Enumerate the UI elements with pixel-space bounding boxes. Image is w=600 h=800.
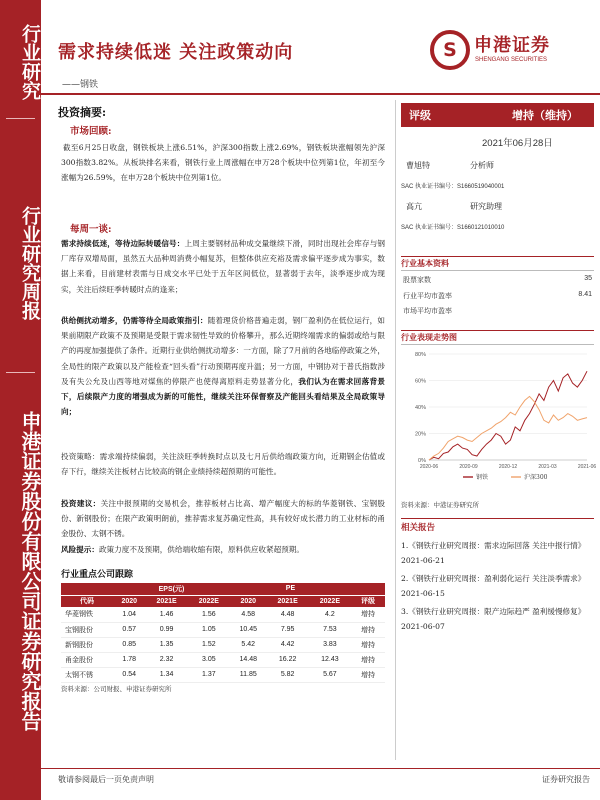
table-cell: 1.34 xyxy=(145,667,187,682)
table-cell: 3.83 xyxy=(309,637,351,652)
risk-lead: 风险提示： xyxy=(61,545,99,554)
table-group-header xyxy=(61,583,385,595)
table-cell: 0.99 xyxy=(145,622,187,637)
analyst-cert: SAC 执业证书编号：S1660121010010 xyxy=(401,225,505,231)
info-rule xyxy=(401,270,594,271)
market-paragraph: 截至6月25日收盘，钢铁板块上涨6.51%，沪深300指数上涨2.69%，钢铁板块涨幅领先沪深300指数3.82%。从板块排名来看，钢铁行业上周涨幅在申万28个板块中位列第1位，年初至今涨幅为26.59%，在申万28个板块中位列第1位。 xyxy=(61,143,385,183)
table-cell: 0.85 xyxy=(113,637,145,652)
table-cell: 0.54 xyxy=(113,667,145,682)
col-eps-2022e: 2022E xyxy=(188,595,230,607)
company-logo xyxy=(430,26,592,72)
trend-heading: 行业表现走势图 xyxy=(401,332,457,342)
paragraph-strategy: 投资策略：需求端持续偏弱，关注淡旺季转换时点以及七月后供给端政策方向，近期钢企估值或存下行，继续关注板材占比较高的钢企业绩持续超预期的可能性。 xyxy=(61,452,385,477)
table-header-blank xyxy=(351,583,385,595)
industry-trend-chart xyxy=(401,346,597,486)
paragraph-supply-text: 随着理货价格普遍走弱，钢厂盈利仍在低位运行，如果前期限产政策不及预期是受限于需求韧性导致的价格攀升，那么近期终端需求的偏弱或给与限产的再度加强提供了条件。近期行业供给侧扰动增多：一方面，除了7月前的各地临停政策之外，全局性的限产政策以及产能检查“回头看”行动预期再度升温；另一方面，中钢协对于普氏指数涉及有失公允及山西等地对煤焦的停限产也使得离原料走势显著分化， xyxy=(61,316,385,386)
table-group-eps: EPS(元) xyxy=(113,583,230,595)
table-cell: 3.05 xyxy=(188,652,230,667)
chart-y-tick-label: 80% xyxy=(414,352,426,358)
chart-y-tick-label: 0% xyxy=(418,458,426,464)
paragraph-supply-lead: 供给侧扰动增多，仍需等待全局政策指引： xyxy=(61,316,208,325)
info-label: 行业平均市盈率 xyxy=(403,292,452,300)
table-cell-company: 甬金股份 xyxy=(61,652,113,667)
analyst-name: 高亢 xyxy=(406,202,422,211)
table-cell: 增持 xyxy=(351,652,385,667)
col-pe-2021e: 2021E xyxy=(267,595,309,607)
sidebar-divider xyxy=(6,118,35,119)
summary-heading: 投资摘要: xyxy=(58,106,107,119)
table-header-row xyxy=(61,595,385,607)
risk-text: 政策力度不及预期，供给端收缩有限，原料供应收紧超预期。 xyxy=(98,545,304,554)
weekly-heading: 每周一谈: xyxy=(70,224,112,235)
table-cell: 4.2 xyxy=(309,607,351,622)
table-cell: 4.48 xyxy=(267,607,309,622)
table-row xyxy=(61,637,385,652)
table-cell: 5.67 xyxy=(309,667,351,682)
table-cell-company: 太钢不锈 xyxy=(61,667,113,682)
analyst-cert: SAC 执业证书编号：S1660519040001 xyxy=(401,184,505,190)
logo-mark-icon: S xyxy=(430,30,470,70)
table-cell: 增持 xyxy=(351,667,385,682)
footer-label: 证券研究报告 xyxy=(542,775,590,784)
table-cell: 10.45 xyxy=(230,622,267,637)
report-subtitle: ——钢铁 xyxy=(62,80,99,90)
table-cell: 1.56 xyxy=(188,607,230,622)
paragraph-demand xyxy=(61,236,385,297)
table-cell: 14.48 xyxy=(230,652,267,667)
col-eps-2020: 2020 xyxy=(113,595,145,607)
table-cell: 4.58 xyxy=(230,607,267,622)
chart-x-tick-label: 2020-12 xyxy=(498,464,518,470)
chart-x-tick-label: 2020-09 xyxy=(459,464,478,470)
info-label: 市场平均市盈率 xyxy=(403,307,452,315)
analyst-role: 分析师 xyxy=(470,161,494,170)
basic-info-heading: 行业基本资料 xyxy=(401,258,449,268)
related-report-item[interactable]: 1.《钢铁行业研究周报：需求边际回落 关注中报行情》2021-06-21 xyxy=(401,541,586,565)
related-report-item[interactable]: 3.《钢铁行业研究周报：限产边际趋严 盈利缓慢修复》2021-06-07 xyxy=(401,607,586,631)
paragraph-demand-lead: 需求持续低迷，等待边际转暖信号： xyxy=(61,239,185,248)
left-sidebar xyxy=(0,0,41,800)
table-cell: 7.53 xyxy=(309,622,351,637)
rating-bar xyxy=(401,103,594,127)
logo-english: SHENGANG SECURITIES xyxy=(475,57,548,63)
table-cell: 1.46 xyxy=(145,607,187,622)
table-cell: 2.32 xyxy=(145,652,187,667)
table-row xyxy=(61,652,385,667)
chart-series-line-2 xyxy=(429,396,587,460)
table-cell: 1.05 xyxy=(188,622,230,637)
sidebar-top-label: 行业研究 xyxy=(19,23,41,100)
col-eps-2021e: 2021E xyxy=(145,595,187,607)
table-cell-company: 华菱钢铁 xyxy=(61,607,113,622)
report-title: 需求持续低迷 关注政策动向 xyxy=(58,42,294,63)
footer-disclaimer: 敬请参阅最后一页免责声明 xyxy=(58,775,154,784)
trend-rule xyxy=(401,344,594,345)
paragraph-supply-highlight: 我们认为在需求回落背景下，后续限产力度的增强成为新的可能性，继续关注环保督察及产能回头看结果及全局政策导向； xyxy=(61,376,386,417)
table-cell: 4.42 xyxy=(267,637,309,652)
company-table xyxy=(61,583,385,683)
info-value: 8.41 xyxy=(578,291,592,298)
logo-text: 申港证券 xyxy=(474,35,550,56)
trend-top-rule xyxy=(401,330,594,331)
info-label: 股票家数 xyxy=(403,276,431,284)
table-row xyxy=(61,622,385,637)
related-report-item[interactable]: 2.《钢铁行业研究周报：盈利弱化运行 关注淡季需求》2021-06-15 xyxy=(401,574,586,598)
table-cell: 增持 xyxy=(351,622,385,637)
table-cell: 1.52 xyxy=(188,637,230,652)
table-cell: 增持 xyxy=(351,637,385,652)
trend-source: 资料来源：中港证券研究所 xyxy=(401,501,479,509)
table-source: 资料来源：公司财报、申港证券研究所 xyxy=(61,685,172,693)
table-group-pe: PE xyxy=(230,583,351,595)
sidebar-bottom-label: 申港证券股份有限公司证券研究报告 xyxy=(18,411,42,731)
table-row xyxy=(61,607,385,622)
chart-x-tick-label: 2021-03 xyxy=(538,464,557,470)
paragraph-supply xyxy=(61,313,385,419)
info-top-rule xyxy=(401,256,594,257)
footer-rule xyxy=(41,768,600,769)
advice-lead: 投资建议： xyxy=(61,499,101,508)
col-pe-2020: 2020 xyxy=(230,595,267,607)
rating-label: 评级 xyxy=(409,109,431,122)
sidebar-middle-label: 行业研究周报 xyxy=(19,206,41,320)
chart-x-tick-label: 2020-06 xyxy=(419,464,439,470)
table-cell-company: 新钢股份 xyxy=(61,637,113,652)
table-row xyxy=(61,667,385,682)
chart-y-tick-label: 40% xyxy=(414,405,426,411)
table-cell: 7.95 xyxy=(267,622,309,637)
table-cell: 增持 xyxy=(351,607,385,622)
col-rating: 评级 xyxy=(351,595,385,607)
paragraph-demand-text: 上周主要钢材品种成交量继续下滑，同时出现社会库存与钢厂库存双增局面，虽然五大品种周消费小幅复苏，但整体供应充裕及需求偏平逐步成为事实，数据上来看，目前建材表需与日成交水平已处于五年区间低位，显著弱于去年，淡季逐步成为现实，关注后续旺季转暖时点的逢来； xyxy=(61,239,386,294)
analyst-name: 曹旭特 xyxy=(406,161,430,170)
table-cell: 16.22 xyxy=(267,652,309,667)
chart-legend-label: 沪深300 xyxy=(524,474,548,481)
column-divider xyxy=(395,100,396,760)
table-cell: 1.37 xyxy=(188,667,230,682)
paragraph-risk xyxy=(61,542,385,557)
table-cell: 1.35 xyxy=(145,637,187,652)
table-cell: 5.42 xyxy=(230,637,267,652)
table-cell-company: 宝钢股份 xyxy=(61,622,113,637)
table-cell: 12.43 xyxy=(309,652,351,667)
rating-value: 增持（维持） xyxy=(512,109,578,122)
market-heading: 市场回顾: xyxy=(70,126,112,137)
table-cell: 1.04 xyxy=(113,607,145,622)
table-title: 行业重点公司跟踪 xyxy=(61,570,134,580)
table-cell: 5.82 xyxy=(267,667,309,682)
advice-text: 关注中报预期的交易机会，推荐板材占比高、增产幅度大的标的华菱钢铁、宝钢股份、新钢股份；在限产政策明朗前，推荐需求复苏确定性高，具有较好成长潜力的工业材标的甬金股份、太钢不锈。 xyxy=(61,499,386,539)
table-cell: 11.85 xyxy=(230,667,267,682)
header-rule xyxy=(41,93,600,95)
report-date: 2021年06月28日 xyxy=(482,138,553,149)
analyst-role: 研究助理 xyxy=(470,202,502,211)
table-cell: 0.57 xyxy=(113,622,145,637)
chart-y-tick-label: 20% xyxy=(414,431,426,438)
chart-x-tick-label: 2021-06 xyxy=(577,464,597,470)
related-heading: 相关报告 xyxy=(401,523,436,533)
sidebar-divider xyxy=(6,372,35,373)
col-code: 代码 xyxy=(61,595,113,607)
table-header-blank xyxy=(61,583,113,595)
paragraph-advice xyxy=(61,496,385,542)
chart-legend-label: 钢铁 xyxy=(476,474,489,481)
table-cell: 1.78 xyxy=(113,652,145,667)
chart-y-tick-label: 60% xyxy=(414,378,426,385)
info-value: 35 xyxy=(584,275,592,282)
related-top-rule xyxy=(401,518,594,519)
col-pe-2022e: 2022E xyxy=(309,595,351,607)
